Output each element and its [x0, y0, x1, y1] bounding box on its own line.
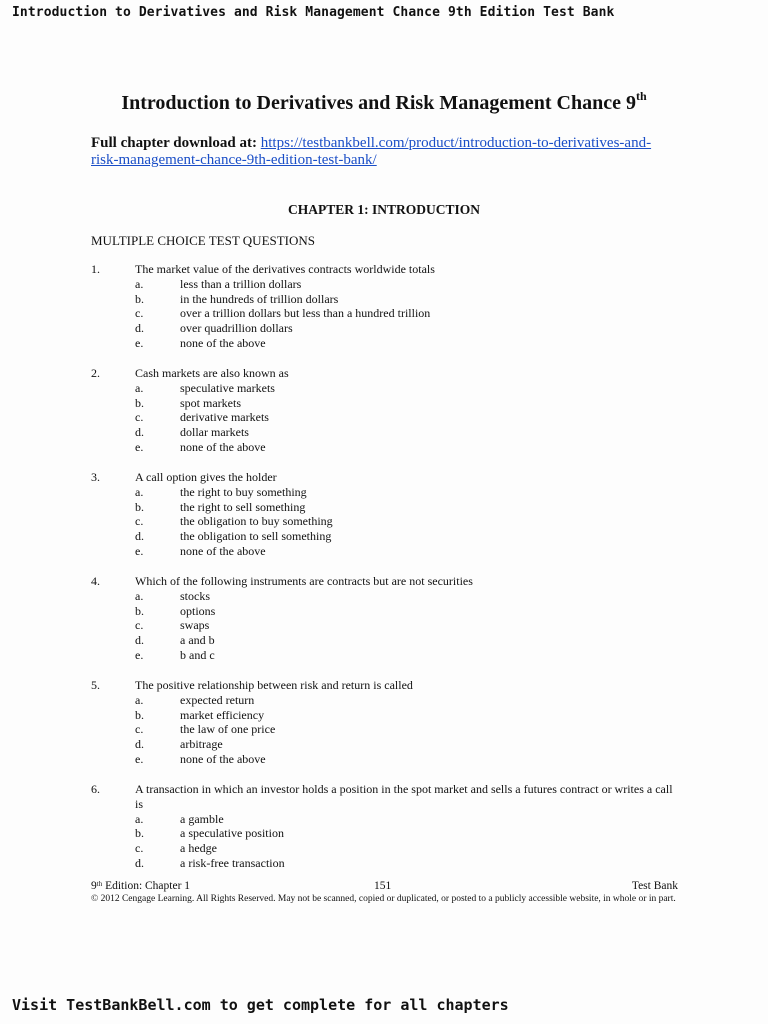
title-text: Introduction to Derivatives and Risk Management Chance 9 — [121, 92, 636, 114]
top-banner: Introduction to Derivatives and Risk Management Chance 9th Edition Test Bank — [12, 5, 615, 20]
chapter-heading: CHAPTER 1: INTRODUCTION — [287, 202, 480, 217]
option-letter: c. — [135, 306, 144, 321]
option-text: none of the above — [180, 335, 266, 350]
question-number: 2. — [91, 366, 100, 380]
option-letter: c. — [135, 410, 144, 425]
option-letter: b. — [135, 603, 144, 618]
option-text: a speculative position — [180, 826, 284, 841]
option-letter: e. — [135, 335, 144, 350]
download-label: Full chapter download at: — [91, 135, 257, 151]
option-letter: d. — [135, 633, 144, 648]
option-text: expected return — [180, 692, 255, 707]
option-text: in the hundreds of trillion dollars — [180, 291, 339, 306]
option-letter: b. — [135, 395, 144, 410]
footer-edition — [91, 880, 190, 892]
question-text: Cash markets are also known as — [135, 366, 289, 380]
option-text: none of the above — [180, 543, 266, 558]
footer-edition-superscript: th — [96, 880, 103, 888]
question-number: 3. — [91, 470, 100, 484]
option-text: spot markets — [180, 395, 241, 410]
question-text: Which of the following instruments are contracts but are not securities — [135, 574, 473, 588]
download-line — [91, 135, 681, 169]
option-letter: e. — [135, 647, 144, 662]
option-letter: b. — [135, 499, 144, 514]
option-letter: d. — [135, 737, 144, 752]
question-text: The positive relationship between risk and return is called — [135, 678, 413, 692]
question-text: A transaction in which an investor holds a position in the spot market and sells a futures contract or writes a call is — [135, 782, 673, 811]
option-text: the obligation to buy something — [180, 514, 333, 529]
option-letter: d. — [135, 321, 144, 336]
option-text: the law of one price — [180, 722, 276, 737]
footer-page-number: 151 — [374, 880, 392, 892]
option-letter: e. — [135, 439, 144, 454]
footer-edition-text: Edition: Chapter 1 — [102, 880, 191, 892]
option-letter: a. — [135, 692, 144, 707]
option-text: the right to buy something — [180, 484, 307, 499]
option-text: over a trillion dollars but less than a hundred trillion — [180, 306, 431, 321]
option-text: b and c — [180, 647, 215, 662]
option-letter: c. — [135, 618, 144, 633]
option-text: the obligation to sell something — [180, 529, 332, 544]
option-letter: b. — [135, 291, 144, 306]
option-letter: e. — [135, 751, 144, 766]
option-letter: d. — [135, 529, 144, 544]
document-title — [0, 89, 768, 115]
download-link-part1: https://testbankbell.com/product/introduction-to-derivatives-and- — [260, 135, 652, 151]
option-letter: c. — [135, 514, 144, 529]
bottom-banner: Visit TestBankBell.com to get complete for all chapters — [12, 996, 509, 1014]
option-text: none of the above — [180, 751, 266, 766]
option-letter: b. — [135, 707, 144, 722]
option-text: a hedge — [180, 841, 217, 856]
question-number: 5. — [91, 678, 100, 692]
option-text: market efficiency — [180, 707, 265, 722]
option-text: a risk-free transaction — [180, 855, 285, 870]
option-text: stocks — [180, 588, 210, 603]
option-text: options — [180, 603, 216, 618]
option-text: over quadrillion dollars — [180, 321, 293, 336]
title-superscript: th — [635, 89, 647, 103]
option-text: less than a trillion dollars — [180, 276, 302, 291]
option-text: derivative markets — [180, 410, 269, 425]
option-letter: c. — [135, 722, 144, 737]
question-number: 6. — [91, 782, 100, 796]
option-letter: d. — [135, 855, 144, 870]
copyright-notice: © 2012 Cengage Learning. All Rights Reserved. May not be scanned, copied or duplicated, or posted to a publicly accessible website, in whole or in part. — [91, 894, 676, 904]
footer-edition-number: 9 — [91, 880, 97, 892]
option-text: swaps — [180, 618, 210, 633]
option-text: speculative markets — [180, 380, 275, 395]
option-letter: c. — [135, 841, 144, 856]
option-letter: a. — [135, 811, 144, 826]
option-text: a gamble — [180, 811, 224, 826]
question-number: 1. — [91, 262, 100, 276]
option-letter: b. — [135, 826, 144, 841]
option-letter: d. — [135, 425, 144, 440]
option-letter: a. — [135, 588, 144, 603]
section-heading: MULTIPLE CHOICE TEST QUESTIONS — [91, 233, 316, 248]
option-text: none of the above — [180, 439, 266, 454]
option-letter: e. — [135, 543, 144, 558]
option-text: dollar markets — [180, 425, 249, 440]
question-text: A call option gives the holder — [135, 470, 277, 484]
option-letter: a. — [135, 484, 144, 499]
footer-test-bank: Test Bank — [631, 880, 678, 892]
option-text: the right to sell something — [180, 499, 306, 514]
option-letter: a. — [135, 380, 144, 395]
option-text: arbitrage — [180, 737, 223, 752]
download-link-part2: risk-management-chance-9th-edition-test-bank/ — [91, 152, 377, 168]
question-text: The market value of the derivatives contracts worldwide totals — [135, 262, 435, 276]
question-number: 4. — [91, 574, 100, 588]
page-footer — [91, 880, 678, 905]
option-letter: a. — [135, 276, 144, 291]
option-text: a and b — [180, 633, 215, 648]
